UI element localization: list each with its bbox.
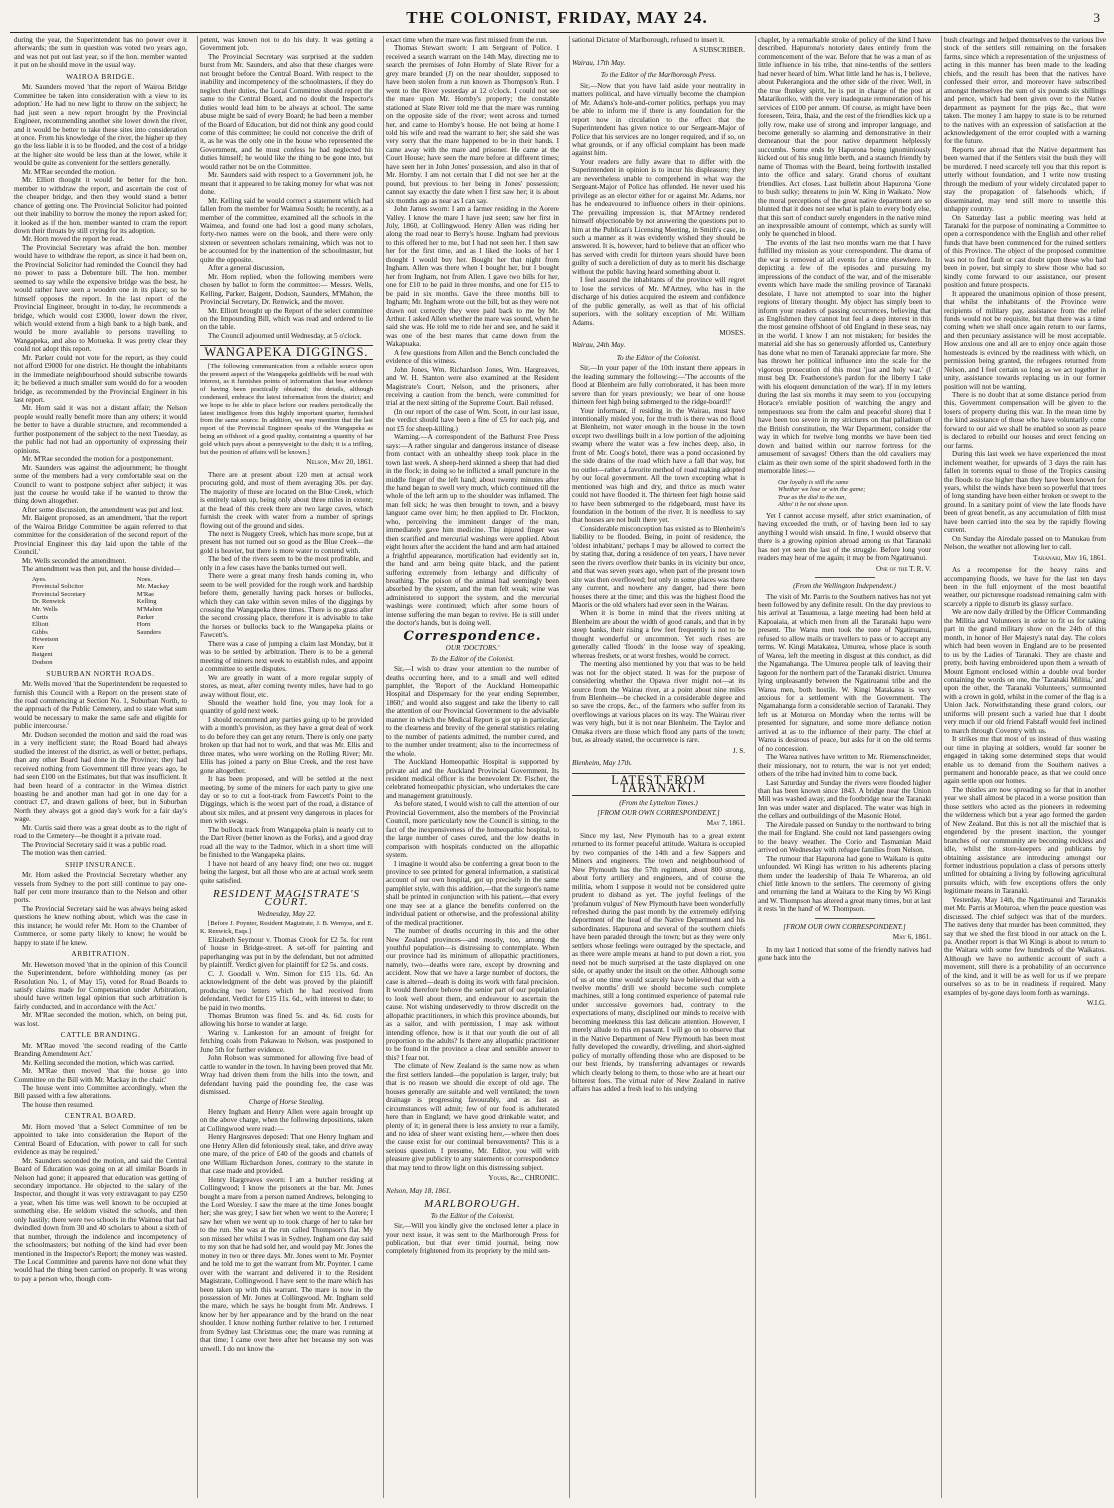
paragraph: Mr. Elliott brought up the Report of the select committee on the Impounding Bill, which was read and ordered to lie on the table. <box>200 306 373 332</box>
paragraph: C. J. Goodall v. Wm. Simon for £15 11s. 6d. An acknowledgment of the debt was proved by the plaintiff producing two letters which he had received from defendant. Verdict for £15 11s. 6d., with interest to date; to be paid in two months. <box>200 969 373 1012</box>
columns <box>14 36 1106 1498</box>
paragraph: When it is borne in mind that the rivers uniting at Blenheim are about the width of good canals, and that in by steep banks, their rising a few feet frequently is not to be thought wonderful or uncommon. Yet such rises are generally called 'floods' in the loose way of speaking, whereas freshets, or at worst freshes, would be correct. <box>572 609 745 660</box>
paragraph: Reports are abroad that the Native department has been warned that if the Settlers visit the bush they will be murdered. I need scarcely tell you that this report is utterly without foundation, and I write now trusting through the medium of your widely circulated paper to stay the propagation of falsehoods which, if disseminated, may tend still more to unsettle this unhappy country. <box>944 145 1106 214</box>
paragraph: Mr. Saunders said with respect to a Government job, he meant that it appeared to be taking money for what was not done. <box>200 171 373 197</box>
article-headline: WANGAPEKA DIGGINGS. <box>200 345 373 359</box>
paragraph: Henry Hargreaves sworn: I am a butcher residing at Collingwood; I know the prisoners at the bar. Mr. Jones bought a mare from a person named Andrews, belonging to the Lord Worsley. I saw the mare at the time Jones bought her; she was grey; I saw her when we went to the Aorere; I saw her when we went up to took charge of her to take her to the run. She was at the run called Thompson's flat. My son missed her whilst I was in Sydney. Ingham one day said to my son that he had sold her, and would pay Mr. Jones the money in two or three days. Mr. Jones went to Mr. Poynter and he told me to get the warrant from Mr. Poynter. I came over with the warrant and delivered it to the Resident Magistrate, Collingwood. I have sent to the mare which has been taken up with this warrant. The mare is now in the possession of Mr. Jones at Collingwood. Mr. Ingham sold the mare, which he says he bought from Mr. Andrews. I know her by her appearance and by the brand on the near shoulder. I know nothing further relative to her. I returned from Sydney last Christmas one; the mare was running at that time; I came over here after her because my son was unwell. I do not know the <box>200 1175 373 1353</box>
section-heading: CENTRAL BOARD. <box>64 1111 137 1121</box>
paragraph: I feel assured the inhabitants of the province will regret to lose the services of Mr. M'Artney, who has in the discharge of his duties acquired the esteem and confidence of the public generally, as well as that of his official superiors, with the solitary exception of Mr. William Adams. <box>572 276 745 327</box>
section-heading: WAIROA BRIDGE. <box>66 71 135 81</box>
section-heading: SUBURBAN NORTH ROADS. <box>46 668 155 678</box>
paragraph: There is no doubt that at some distance period from this, Government compensation will be given to the losers of property during this war. In the mean time by the kind assistance of those who have voluntarily come forward to our aid we shall be enabled so soon as peace is declared to rebuild our houses and erect fencing on our farms. <box>944 391 1106 450</box>
paragraph: Yesterday, May 14th, the Ngatiruanui and Taranakis met Mr. Parris at Moturoa, when the peace question was discussed. The chief subject was that of the murders. The natives deny that murder has been committed, they say that we shed the first blood in our attack on the L pa. Another report is that Wi Kingi is about to return to the Waitara with some few hundreds of the Waikatos. Although we have no authentic account of such a movement, still there is a probability of an occurrence of the kind, and it will be as well for us if we prepare ourselves so as to be in readiness if required. Many examples of by-gone days loom forth as warnings. <box>944 895 1106 997</box>
dateline: May 7, 1861. <box>706 819 745 828</box>
noes-list <box>137 576 169 667</box>
column-5 <box>758 36 931 1498</box>
paragraph: Mr. Horn said it was not a distant affair; the Nelson people would really benefit more than any others; it would be better to have a durable structure, and recommended a further postponement of the subject to the next Tuesday, as the public had not had an opportunity of expressing their opinions. <box>14 404 187 455</box>
paragraph: The house then resumed. <box>22 1100 94 1109</box>
paragraph: Henry Hargreaves deposed: That one Henry Ingham and one Henry Allen did feloniously steal, take, and drive away one mare, of the price of £40 of the goods and chattels of one William Richardson Jones, contrary to the statute in that case made and provided. <box>200 1133 373 1176</box>
dateline: Nelson, May 18, 1861. <box>386 1186 452 1195</box>
signature: MOSES. <box>719 328 745 337</box>
paragraph: Mr. Horn moved 'that a Select Committee of ten be appointed to take into consideration the Report of the Central Board of Education, with power to call for such evidence as may be required.' <box>14 1122 187 1157</box>
separator <box>815 918 875 919</box>
paragraph: Sir,—In your paper of the 10th instant there appears in the leading summary the following:—'The accounts of the flood at Blenheim are fully corroborated, it has been more severe than for years previously; we hear of one house thirteen feet high being submerged to the ridge-board!!' <box>572 364 745 407</box>
column-4 <box>572 36 745 1498</box>
article-headline: LATEST FROM TARANAKI. <box>572 773 745 796</box>
paragraph: Mr. M'Rae seconded the motion, which, on being put, was lost. <box>14 1011 187 1028</box>
subheading: Charge of Horse Stealing. <box>248 1097 325 1106</box>
paragraph: The motion was then carried. <box>22 849 107 858</box>
column-3 <box>386 36 559 1498</box>
separator <box>815 577 875 578</box>
editor-note: [The following communication from a reliable source upon the present aspect of the Wangapeka goldfields will be read with interest, as it furnishes points of information that bear evidence of having been practically obtained; the details, although condensed, embrace the latest information from the district; and we hope to be able to place before our readers periodically the latest intelligence from this highly important quarter, furnished from the same source. In addition, we may mention that the last report of the Provincial Engineer speaks of the Wangapeka as being an offshoot of a good quality, containing a quantity of bar gold which pays about a pennyweight to the dish; it is a trifling, but the position of affairs will be known.] <box>200 362 373 456</box>
page-number: 3 <box>1093 10 1100 25</box>
paragraph: Thomas Brunton was fined 5s. and 4s. 6d. costs for allowing his horse to wander at large. <box>200 1012 373 1029</box>
signature: W.I.G. <box>1086 999 1106 1008</box>
paragraph: Sir,—Now that you have laid aside your neutrality in matters political, and have virtually become the champion of Mr. Adams's hole-and-corner politics, perhaps you may be able to inform me if there is any foundation for the report now in circulation to the effect that the Superintendent has given notice to our Sergeant-Major of Police that his services are no longer required, and if so, on what grounds, or if any official complaint has been made against him. <box>572 81 745 158</box>
paragraph: sational Dictator of Marlborough, refused to insert it. <box>572 36 725 44</box>
paragraph: The rumour that Hapurona had gone to Waikato is quite unfounded. Wi Kingi has written to his adherents placing them under the leadership of Ihaia Te Whareroa, an old chief little known to the settlers. The ceremony of giving and returning the land at Waitara to the King by Wi Kingi and W. Thompson has altered a great many times, but at last it rests 'in the hand' of W. Thompson. <box>758 854 931 914</box>
paragraph: The events of the last two months warn me that I have fulfilled my mission as your correspondent. The drama of the war is removed at all events for a time elsewhere. In depicting a few of the episodes and pursuing my impressions of the conduct of the war, and of the miserable events which have made the smiling province of Taranaki desolate, I have not attempted to soar into the higher regions of literary thought. My object has simply been to inform your readers of passing occurrences, believing that as Englishmen they cannot but feel a deep interest in this the most genuine offshoot of old England in these seas, nay in the world. I know I am not mistaken; for besides the material aid she has so generously afforded us, Canterbury has done what no men of Taranaki appreciate far more. She has thrown her political influence into the scale for the vigorous prosecution of this most 'just and holy war.' (I must beg Dr. Featherstone's pardon for the liberty I take with his eloquent denunciation of the war). If in my letters during the last six months it may seem to you (occupying Horace's enviable position of watching the angry and tempestuous sea from the calm and peaceful shore) that I have been too severe in my strictures on that palladium of the British constitution, the War Department, consider the way in which for twelve long months we have been tied down and baited within our narrow fortress for the amusement of savages! Others than the old cavaliers may claim as their own some of the spirit shadowed forth in the memorable lines:— <box>758 238 931 476</box>
paragraph: Mr. Horn moved the report be read. <box>22 235 125 244</box>
paragraph: Mr. M'Rae then moved 'that the house go into Committee on the Bill with Mr. Mackay in the chair.' <box>14 1067 187 1084</box>
division-list <box>14 576 187 667</box>
paragraph: Mr. Horn replied, when the following members were chosen by ballot to form the committee:— Messrs. Wells, Kelling, Parker, Baigent, Dodson, Saunders, M'Mahon, the Provincial Secretary, Dr. Renwick, and the mover. <box>200 272 373 307</box>
noes-names: Mr. Mackay M'Rae Kelling M'Mahon Parker Horn Saunders <box>136 583 169 636</box>
subheading: To the Editor of the Colonist. <box>616 353 701 362</box>
paragraph: The Provincial Secretary was afraid the hon. member would have to withdraw the report, as since it had been on, the Provincial Solicitor had reminded the Council they had no power to pass a Debenture bill. The hon. member seemed to say while the expensive bridge was the best, he would rather have seen a wooden one in its place; so he himself opposes the report. In the last report of the Provincial Engineer, brought in to-day, he recommends a bridge, which would cost £3000, lower down the river, which would extend from a high bank to a high bank, and would be more available to persons travelling to Wangapeka, and also to Motueka. It was pretty clear they could not adopt this report. <box>14 243 187 354</box>
article-headline: MARLBOROUGH. <box>424 1198 521 1211</box>
article-headline: Correspondence. <box>403 628 542 644</box>
paragraph: There was a case of jumping a claim last Monday, but it was to be settled by arbitration. There is to be a general meeting of miners next week to establish rules, and appoint a committee to settle disputes. <box>200 639 373 674</box>
paragraph: The Airedale passed on Sunday to the northward to bring the mail for England. She could not land passengers owing to the heavy weather. The Corio and Tasmanian Maid arrived on Wednesday with refugee families from Nelson. <box>758 820 931 855</box>
paragraph: Mr. Kelling seconded the motion, which was carried. <box>22 1058 175 1067</box>
noes-label: Noes. <box>136 575 152 583</box>
article-headline: RESIDENT MAGISTRATE'S COURT. <box>212 887 361 909</box>
paragraph: Thomas Stewart sworn: I am Sergeant of Police. I received a search warrant on the 14th May, directing me to search the premises of John Hornby of Slate River for a grey mare branded (J) on the near shoulder, supposed to have been stolen from a run known as Thompson's Run. I went to the River yesterday at 12 o'clock. I could not see the mare upon Mr. Hornby's property; the constable stationed at Slate River told me that the mare was running on the opposite side of the river; went across and turned her, and came to Hornby's house. He not being at home I told his wife and read the warrant to her; she said she was very sorry that the mare happened to be in their hands. I came away with the mare and prisoner. He came at the Court House; have seen the mare before at different times; have seen her in John Jones' possession, and also in that of Mr. Hornby. I am not certain that I did not see her at the pound, but previous to her being in Jones' possession; cannot say exactly the date when I first saw her; it is about six months ago as near as I can say. <box>386 44 559 205</box>
paragraph: Sir,—Will you kindly give the enclosed letter a place in your next issue, it was sent to the Marlborough Press for publication, but that ever timid journal, being now completely frightened from its propriety by the mild sen- <box>386 1222 559 1256</box>
paragraph: Mr. Wells moved 'that the Superintendent be requested to furnish this Council with a Report on the present state of the road commencing at Section No. 1, Suburban North, to the approach of the Public Cemetery, and to state what sum would be necessary to make the same safe and eligible for public intercourse.' <box>14 680 187 731</box>
paragraph: (In our report of the case of Wm. Scott, in our last issue, the verdict should have been a fine of £5 for each pig, and not £5 for sheep-killing.) <box>386 407 559 433</box>
paragraph: The house went into Committee accordingly, when the Bill passed with a few alterations. <box>14 1083 187 1101</box>
paragraph: It appeared the unanimous opinion of those present, that whilst the inhabitants of the Province were recipients of military pay, assistance from the relief funds would not be requisite, but that there was a time coming when we shall once again return to our farms, and then pecuniary assistance will be most acceptable. How anxious one and all are to enjoy once again those homesteads is evinced by the readiness with which, on permission being granted, the refugees returned from Nelson, and I feel certain so long as we act together in unity, assistance towards replacing us in our former position will not be wanting. <box>944 289 1106 391</box>
subheading: OUR 'DOCTORS.' <box>445 644 500 653</box>
dateline: May 6, 1861. <box>892 933 931 942</box>
paragraph: I should recommend any parties going up to be provided with a month's provision, as they have a great deal of work to do before they can get any return. There is only one party broken up that had not to work, and that was Mr. Ellis and three mates, who were working on the Rolling River; Mr. Ellis has joined a party on Blue Creek, and the rest have gone altogether. <box>200 715 373 775</box>
section-heading: ARBITRATION. <box>71 949 130 959</box>
paragraph: Since my last, New Plymouth has to a great extent returned to its former peaceful attitude. Waitara is occupied by two companies of the 14th and a few Sappers and Miners and engineers. The town and neighbourhood of New Plymouth has the 57th regiment, about 800 strong, about forty artillery and engineers, and of course the militia, whom I suppose it would not be considered quite prudent to disband as yet. The joyful feelings of the 'profanum vulgus' of New Plymouth have been wonderfully refreshed during the past month by the extremely edifying deportment of the head of the Native Department and his subordinates. Hapurona and several of the southern chiefs have been paraded through the town; but as they were only settlers whose feelings were outraged by the spectacle, and as there were ample means at hand to put down a riot, you need not be much surprised at the taste displayed on one side, or apathy under the insult on the other. Although some of us at one time would scarcely have believed that with a twelve months' drill we should become such complete machines, still a long continued experience of paternal rule under successive governors had, contrary to the expectations of many, disciplined our minds to receive with becoming meekness this last delicate attention. However, I merely allude to this en passant. I will go on to observe that in the Native Department of New Plymouth has been most fully developed the cowardly, drivelling, and short-sighted policy of mortally offending those who are disposed to be our best friends, by transferring advantages or rewards which clearly belong to them, to those who are at heart our bitterest foes. The virtual ruler of New Zealand in native affairs has added a fresh leaf to his undying <box>572 831 745 1094</box>
dateline: Wairau, 24th May. <box>572 341 626 350</box>
dateline: Blenheim, May 17th. <box>572 759 632 768</box>
paragraph: The bed of the rivers seem to be the most profitable, and only in a few cases have the banks turned out well. <box>200 555 373 572</box>
paragraph: I have not heard of any heavy find; one two oz. nugget being the largest, but all those who are at actual work seem quite satisfied. <box>200 859 373 885</box>
paragraph: The Auckland Homeopathic Hospital is supported by private aid and the Auckland Provincial Government. Its resident medical officer is the benevolent Dr. Fischer, the celebrated homeopathic physician, who undertakes the care and management gratuitously. <box>386 758 559 800</box>
paragraph: Mr. Saunders was against the adjournment; he thought some of the members had a very comfortable seat on the Council to want to postpone subject after subject; it was just the course he would take if he wanted to throw the thing down altogether. <box>14 463 187 506</box>
masthead <box>10 6 1104 33</box>
paragraph: It has been proposed, and will be settled at the next meeting, by some of the miners for each party to give one day or so to cut a foot-track from Fawcett's Point to the Diggings, which is the worst part of the road, a distance of about six miles, and at present very dangerous in places for men with swags. <box>200 775 373 826</box>
paragraph: I imagine it would also be conferring a great boon to the province to see printed for general information, a statistical account of our own hospital, got up precisely in the same pamphlet style, with this addition,—that the surgeon's name shall be printed in conjunction with his patient,—that every one may see at a glance the benefits conferred on the individual patient or otherwise, and the professional ability of the medical practitioner. <box>386 859 559 927</box>
paragraph: The Council adjourned until Wednesday, at 5 o'clock. <box>208 331 362 340</box>
paragraph: Mr. Kelling said he would correct a statement which had fallen from the member for Waimea South; he recently, as a member of the committee, examined all the schools in the Waimea, and found one had lost a good many scholars, forty-two names were on the book, and there were only sixteen or seventeen scholars remaining, which was not to be accounted for by the inattention of the schoolmaster, but quite the opposite. <box>200 196 373 264</box>
paragraph: The visit of Mr. Parris to the Southern natives has not yet been followed by any definite result. On the day previous to his arrival at Tauamoua, a large meeting had been held at Kapoaiaia, at which men from all the Taranaki hapu were present. The Warea men took the tone of Ngatiruanui, refused to allow mails or travellers to pass or to accept any terms. W. Kingi Matakatea, Umurea, whose place is south of Warea, left the meeting in disgust at this conduct, as did the Ngamahanga. The Umurea people talk of leaving their lagoon for the northern part of the Taranaki district. Umurea lying unpleasantly between the Ngatiruanui tribe and the Warea men, both hostile. W. Kingi Matakatea is very anxious for a settlement with the Government. The Ngamahanga form a considerable section of Taranaki. They left us at Moturoa on Monday when the terms will be presented for signature, and some more defiance notion arrived at as to the influence of their party. The chief at Warea is desirous of peace, but asks for it on the old terms of no concession. <box>758 592 931 753</box>
signature: Yours, &c., CHRONIC. <box>488 1174 559 1183</box>
paragraph: Mr. Saunders seconded the motion, and said the Central Board of Education was going on at all similar Boards in Nelson had gone; it appeared that education was getting of secondary importance. He objected to the salary of the Inspector, and thought it was very extravagant to pay £250 a year, when his time was well known to be occupied at something else. He seldom visited the schools, and then only hastily; there were two schools in the Waimea that had dwindled down from 30 and 40 scholars to about a sixth of that number, through the indolence and incompetency of the schoolmasters; but nothing of the kind had ever been mentioned in the Inspector's Report; the money was wasted. The Local Committee and parents have not done what they would had the thing been carried on properly. It was wrong to pay a person who, though com- <box>14 1156 187 1283</box>
paragraph: The next is Nuggety Creek, which has more scope, but at present has not turned out so good as the Blue Creek—the gold is heavier, but there is more water to contend with. <box>200 529 373 555</box>
paragraph: petent, was known not to do his duty. It was getting a Government job. <box>200 36 373 53</box>
paragraph: As before stated, I would wish to call the attention of our Provincial Government, also the members of the Provincial Council, more particularly now the Council is sitting, to the fact of the inexpensiveness of the homeopathic hospital, to the large number of cases cured, and the low deaths in comparison with hospitals conducted on the allopathic system. <box>386 800 559 860</box>
subheading: Wednesday, May 22. <box>257 909 316 918</box>
paragraph: Waring v. Lankeston for an amount of freight for fetching coals from Pakawau to Nelson, was postponed to June 5th for further evidence. <box>200 1028 373 1054</box>
paragraph: Mr. Dodson seconded the motion and said the road was in a very inefficient state; the Road Board had always studied the interest of the district, as well or better, perhaps, than any other Board had done in the Province; they had received nothing from Government till three years ago, he had seen £100 on the Estimates, but that was insufficient. It had been heard of a contractor in the Wimea district boasting he and another man had got in one day for a contract £7, and drawn gallons of beer, but in Suburban North they always got a good day's work for a fair day's wage. <box>14 730 187 824</box>
ayes-list <box>32 576 86 667</box>
paragraph: It strikes me that most of us instead of thus wasting our time in playing at soldiers, would far sooner be engaged in taking some determined steps that would enable us to demand from the Southern natives a permanent and honorable peace, as that we could once again settle upon our homes. <box>944 735 1106 786</box>
column-6 <box>944 36 1106 1498</box>
paragraph: On Saturday last a public meeting was held at Taranaki for the purpose of nominating a Committee to open a correspondence with the English and other relief funds that have been commenced for the ruined settlers of this Province. The object of the proposed committee was not to find fault or cast doubt upon those who had been in power, but simply to shew those who had so kindly come forward to our assistance, our present position and future prospects. <box>944 213 1106 290</box>
dateline: Nelson, May 20, 1861. <box>306 458 373 467</box>
section-heading: SHIP INSURANCE. <box>65 859 136 869</box>
ayes-label: Ayes. <box>32 575 47 583</box>
subheading: [FROM OUR OWN CORRESPONDENT.] <box>597 808 720 817</box>
signature: One of the T. R. V. <box>876 564 931 573</box>
dateline: Wairau, 17th May. <box>572 58 626 67</box>
paragraph: Mr. Hewetson moved 'that in the opinion of this Council the Superintendent, before withholding money (as per Resolution No. 1, of May 15), voted for Road Boards to satisfy claims made for Compensation under Arbitration, should have written legal opinion that such arbitration is fairly conducted, and in accordance with the Act.' <box>14 960 187 1011</box>
signature: A SUBSCRIBER. <box>692 46 745 55</box>
paragraph: The meeting also mentioned by you that was to be held was not for the object stated. It was for the purpose of considering whether the Opawa river might not—at its source from the Wairau river, at a point about nine miles from Blenheim—be checked in a considerable degree and so save the crops, &c., of the farmers who suffer from its overflowings at various places on its way. The Wairau river was very high, but it is not near Blenheim. The Taylor and Omaka rivers are those which flood any parts of the town; but, as already stated, the occurrence is rare. <box>572 660 745 745</box>
paragraph: After a general discussion, <box>208 264 285 273</box>
paragraph: Henry Ingham and Henry Allen were again brought up on the above charge, when the following depositions, taken at Collingwood were read:— <box>200 1108 373 1133</box>
paragraph: Sir,—I wish to draw your attention to the number of deaths occurring here, and to a small and well edited pamphlet, the 'Report of the Auckland Homeopathic Hospital and Dispensary for the year ending September, 1860;' and would also suggest and take the liberty to call the attention of our Provincial Government to the advisable manner in which the Medical Report is got up in particular, to the clearness and brevity of the general statistics relating to the number of patients admitted, the number cured, and to the number under treatment; also to the incorrectness of the whole. <box>386 665 559 758</box>
paragraph: The bullock track from Wangapeka plain is nearly cut to the Dart River (better known as the Forks), and a good dray road all the way to the Tadmor, which in a short time will be finished to the Wangapeka plains. <box>200 825 373 860</box>
subheading: (From the Wellington Independent.) <box>793 582 896 591</box>
paragraph: We are now daily drilled by the Officer Commanding the Militia and Volunteers in order to fit us for taking part in the grand military show on the 24th of this month, in honor of Her Majesty's natal day. The colors which had been woven in England are to be presented to us by the Ladies of Taranaki. They are chaste and pretty, both having embroidered upon them a wreath of Mount Egmont enclosed within a double oval border containing the words on one, the 'Taranaki Militia,' and upon the other, the 'Taranaki Volunteers,' surmounted with a crown in gold, whilst in the corner of the flag is a Union Jack. Notwithstanding these grand colors, our uniforms will present such a varied hue that I doubt very much if our old friend Falstaff would feel inclined to march through Coventry with us. <box>944 608 1106 735</box>
paragraph: We are greatly in want of a more regular supply of stores, as meat, after coming twenty miles, have had to go away without flour, etc. <box>200 673 373 699</box>
subheading: To the Editor of the Marlborough Press. <box>600 71 717 80</box>
paragraph: Yet I cannot accuse myself, after strict examination, of having exceeded the truth, or of having been led to say anything I would wish unsaid. In fine, I would observe that there is a growing opinion abroad among us that Taranaki has not yet seen the last of the struggle. Before long your readers may hear of me again; it may be from Ngatiruanui. <box>758 511 931 563</box>
paragraph: exact time when the mare was first missed from the run. <box>386 36 548 44</box>
signature: J. S. <box>732 746 745 755</box>
paragraph: Mr. Elliott thought it would be better for the hon. member to withdraw the report, and ascertain the cost of the cheaper bridge, and then they would stand a better chance of getting one. The Provincial Solicitor had pointed out their inability to borrow the money the report asked for; it looked as if the hon. member wanted to cram the report down their throats by still crying for its adoption. <box>14 176 187 235</box>
paragraph: Mr. Wells seconded the amendment. <box>22 556 127 565</box>
paragraph: Mr. Baigent proposed, as an amendment, 'that the report of the Wairoa Bridge Committee be again referred to that committee for the consideration of the second report of the Provincial Engineer this day laid upon the table of the Council.' <box>14 514 187 557</box>
paragraph: chaplet, by a remarkable stroke of policy of the kind I have described. Hapurona's notoriety dates entirely from the commencement of the war. Before that he was a man of as little influence in his tribe, that nine-tenths of the settlers had never heard of him. What little land he has is, I believe, about Pukerangiora and the other side of the river. Well, in the true flunkey spirit, he is put in charge of the post at Matarikoriko, with the very inadequate remuneration of his services of £100 per annum. Of course, as might have been foreseen, Teira, Ihaia, and the rest of the friendlies kick up a jolly row, make use of strong and improper language, and become generally so alarming and demonstrative in their demeanour that the poor native department helplessly succumbs. Some ends by Hapurona being ignominiously kicked out of his snug little berth, and a staunch friendly by name of Thomas with the Beard, being forthwith installed into the office and salary. Grand chorus of exultant friendlies. Act closes. Last bulletin about Hapurona 'Gone to bush sulky; threatens to join W. King in Waikato.' Now the moral perceptions of the great native department are so blunted that it does not see what is plain to every body else, that this sort of conduct surely engenders in the native mind an inexpressible amount of contempt, which as surely will only be quenched in blood. <box>758 36 931 239</box>
paragraph: Considerable misconception has existed as to Blenheim's liability to be flooded. Being, in point of residence, the 'oldest inhabitant,' perhaps I may be allowed to correct the by stating that, during a residence of ten years, I have never seen the rivers overflow their banks in its vicinity but once, and that was seven years ago, when part of the present town site was then overflowed; but only in some places was there any current, and nowhere any danger, had there been houses there at the time; and this was the highest flood the Maoris or the old whalers had ever seen in the Wairau. <box>572 524 745 609</box>
paragraph: Mr. Saunders moved 'that the report of Wairoa Bridge Committee be taken into consideration with a view to its adoption.' He had no new light to throw on the subject; he had just seen a new report brought by the Provincial Engineer, recommending another site lower down the river, and it would be better to take these sites into consideration at once. From his knowledge of the river, the higher up they go the less liable it is to be flooded, and the cost of a bridge at the higher site would be less than at the lower, while it would be quite as convenient for the settlers generally. <box>14 83 187 168</box>
paragraph: The Provincial Secretary said he was always being asked questions he knew nothing about, which was the case in this instance; he would refer Mr. Horn to the Chamber of Commerce, or some party likely to know; he would be happy to state if he knew. <box>14 904 187 947</box>
paragraph: during the year, the Superintendent has no power over it afterwards; the sum in question was voted two years ago, and was not put out last year, so if the hon. member wanted it put on he should move in the usual way. <box>14 36 187 70</box>
paragraph: John Robson was summoned for allowing five head of cattle to wander in the town. In having been proved that Mr. Wray had driven them from the hills into the town, and defendant having paid the pounding fee, the case was dismissed. <box>200 1054 373 1097</box>
paragraph: On Sunday the Airedale passed on to Manukau from Nelson, the weather not allowing her to call. <box>944 534 1106 552</box>
paragraph: Should the weather hold fine, you may look for a quantity of gold next week. <box>200 699 373 716</box>
verse-quote: Our loyalty is still the same Whether we lose or win the game; True as the dial to the sun, Altho' it be not shone upon. <box>778 478 866 509</box>
column-1 <box>14 36 187 1498</box>
paragraph: Mr. Horn asked the Provincial Secretary whether any vessels from Sydney to the port still continue to pay one-half per cent more insurance than to the Nelson and other ports. <box>14 871 187 905</box>
paragraph: Your informant, if residing in the Wairau, must have intentionally misled you, for the truth is there was no flood at Blenheim, not water enough in the house in the town except two dwellings built in a low portion of the adjoining swamp where the water was a few inches deep, also, in front of Mr. Coog's hotel, there was a pond occasioned by the side drains of the road which have a fall that way, but no outlet—rather a favorite method of road making adopted by our local government. All the town excepting what is mentioned was high and dry, and thrice as much water could not have flooded it. The thirteen feet high house said to have been submerged to the ridgeboard, must have its foundation in the bottom of the river. It is needless to say that houses are not built there yet. <box>572 406 745 525</box>
paragraph: The number of deaths occurring in this and the other New Zealand provinces—and mostly, too, among the youthful population—is distressing to contemplate. When our province had its minimum of allopathic practitioners, namely, two—deaths were rare, except by drowning and accident. Now that we have a large number of doctors, the case is altered—death is doing its work with fatal precision. It would therefore behove the senior part of our population to look well about them, and endeavour to ascertain the cause. Not wishing undeservedly to throw discredit on the allopathic practitioners, in which this province abounds, but as a sailor, and with permission, I may ask without intending offence, how is it that our youth die out of all proportion to the adults? Is there any allopathic practitioner to be found in the province a clear and sensible answer to this? I fear not. <box>386 927 559 1062</box>
ayes-names: Provincial Solicitor Provincial Secretary Dr. Renwick Mr. Wells Curtis Elliott Gibbs Hewetson Kerr Baigent Dodson <box>32 583 86 667</box>
paragraph: A few questions from Allen and the Bench concluded the evidence of this witness. <box>386 348 559 366</box>
paragraph: John Jones, Wm. Richardson Jones, Wm. Hargreaves, and W. H. Stanton were also examined at the Resident Magistrate's Court, Nelson, and the prisoners, after receiving a caution from the bench, were committed for trial at the next sitting of the Supreme Court. Bail refused. <box>386 365 559 408</box>
paragraph: During this last week we have experienced the most inclement weather, for upwards of 3 days the rain has fallen in torrents equal to those of the Tropics causing the floods to rise higher than they have been known for years, whilst the winds have been so powerful that trees of long standing have been either broken or swept to the ground. In a sanitary point of view the late floods have been of great benefit, as any accumulation of filth must have been carried into the sea by the rapidly flowing current. <box>944 450 1106 535</box>
column-2 <box>200 36 373 1498</box>
paragraph: In my last I noticed that some of the friendly natives had gone back into the <box>758 945 931 963</box>
masthead-title: THE COLONIST, FRIDAY, MAY 24. <box>406 8 708 27</box>
paragraph: Warning.—A correspondent of the Bathurst Free Press says:—A rather singular and dangerous instance of disease from contact with an unhealthy sheep took place in the town last week. A sheep-herd skinned a sheep that had died in the flock; in doing so he inflicted a small puncture in the middle finger of the left hand; about twenty minutes after the hand began to swell very much, which continued till the whole of the left arm up to the shoulder was inflamed. The man fell sick; he was then brought to town, and a heavy languor came over him; he then applied to Dr. Flockton, who, perceiving the imminent danger of the man, immediately gave him medicine. The injured finger was then scarified and mercurial washings were applied. About eight hours after the accident the hand and arm had attained a frightful appearance, mortification had evidently set in, the hand and arm being quite black, and the patient suffering extremely from lethargy and difficulty of breathing. The poison of the animal had seemingly been absorbed by the system, and the man felt weak; wine was administered to support the system, and the mercurial washings were continued; which after some hours of intense suffering the man began to revive. He is still under the doctor's hands, but is doing well. <box>386 433 559 628</box>
paragraph: After some discussion, the amendment was put and lost. <box>22 505 184 514</box>
paragraph: There were a great many fresh hands coming in, who seem to be well provided for the rough work and hardship before them, generally having pack horses or bullocks, which they can take within seven miles of the diggings by crossing the Wangapeka three times. There is no grass after the second crossing place, therefore it is advisable to take the horses or bullocks back to the Wangapeka plains or Fawcett's. <box>200 572 373 640</box>
paragraph: Your readers are fully aware that to differ with the Superintendent in opinion is to incur his displeasure; they are nevertheless unable to comprehend in what way the Sergeant-Major of Police has offended. He never used his privilege as an elector either for or against Mr. Adams, nor has he endeavoured to influence others in their opinions. The prevailing impression is, that M'Artney rendered himself objectionable by not answering the questions put to him at the Publican's Licensing Meeting, in Smith's case, in such a manner as it was evidently wished they should be answered. It is, however, hard to believe that an officer who has served with credit for thirteen years should have been guilty of such a dereliction of duty as to merit his discharge without the public having heard something about it. <box>572 157 745 276</box>
paragraph: Mr. M'Rae seconded the motion. <box>22 167 116 176</box>
bench-note: [Before J. Poynter, Resident Magistrate, J. B. Wemyss, and E. K. Renwick, Esqs.] <box>200 920 373 936</box>
subheading: To the Editor of the Colonist. <box>430 654 515 663</box>
paragraph: Mr. Curtis said there was a great doubt as to the right of road to the Cemetery—he thought it a private road. <box>14 823 187 841</box>
subheading: [FROM OUR OWN CORRESPONDENT.] <box>783 922 906 931</box>
paragraph: Last Saturday and Sunday the rivers were flooded higher than has been known since 1843. A bridge near the Union Mill was washed away, and the footbridge near the Taranaki Inn was under water and displaced. The water was high in the cellars and outbuildings of the Masonic Hotel. <box>758 778 931 821</box>
paragraph: As a recompense for the heavy rains and accompanying floods, we have for the last ten days been in the full enjoyment of the most beautiful weather, our picturesque roadstead remaining calm with scarcely a ripple to disturb its glassy surface. <box>944 566 1106 608</box>
paragraph: Elizabeth Seymour v. Thomas Crook for £2 5s. for rent of house in Bridge-street. A set-off for painting and paperhanging was put in by the defendant, but not admitted by plaintiff. Verdict given for plaintiff for £2 5s. and costs. <box>200 935 373 970</box>
paragraph: Mr. M'Rae seconded the motion for a postponement. <box>22 455 174 464</box>
paragraph: Mr. M'Rae moved 'the second reading of the Cattle Branding Amendment Act.' <box>14 1041 187 1059</box>
paragraph: The climate of New Zealand is the same now as when the first settlers landed—the population is larger, truly; but that is no reason we should die except of old age. The houses generally are suitable and well ventilated; the town drainage is progressing favourably, and as fast as circumstances will admit; few of our food is adulterated here than in England; we have good drinkable water, and plenty of it; in general there is less anxiety to rear a family, and no idea of sheer want existing here,—where then does the cause exist for our continual bereavements? This is a serious question. I presume, Mr. Editor, you will with pleasure give publicity to any statements or correspondence that may tend to throw light on this distressing subject. <box>386 1062 559 1172</box>
subheading: (From the Lyttelton Times.) <box>619 798 698 807</box>
paragraph: There are at present about 120 men at actual work procuring gold, and most of them averaging 30s. per day. The majority of these are located on the Blue Creek, which is entirely taken up, being only about three miles in extent; at the head of this creek there are two large caves, which furnish the creek with water from a number of springs flowing out of the ground and sides. <box>200 470 373 530</box>
paragraph: The Warea natives have written to Mr. Riemenschneider, their missionary, not to return, the war is not yet ended; others of the tribe had invited him to come back. <box>758 753 931 779</box>
subheading: To the Editor of the Colonist. <box>430 1211 515 1220</box>
section-heading: CATTLE BRANDING. <box>60 1030 141 1040</box>
paragraph: The Provincial Secretary was surprised at the sudden burst from Mr. Saunders, and also that these charges were not brought before the Central Board. With respect to the inability and incompetency of the schoolmasters, if they do neglect their duties, the Local Committee should report the same to the Central Board, and no doubt the Inspector's duties would lead him to be always at school. The same abuse might be said of every Board; he had been a member of the Board of Education, but did not think any good could come of this committee; he could not conceive the drift of it, as he was the only one in the house who represented the Government, and he must confess he had neglected his duties himself; he would like the thing to be gone into, but would rather not be on the Committee. <box>200 52 373 171</box>
paragraph: The amendment was then put, and the house divided— <box>22 565 181 574</box>
dateline: Taranaki, May 16, 1861. <box>1033 553 1106 562</box>
paragraph: The Provincial Secretary said it was a public road. <box>22 840 167 849</box>
paragraph: Mr. Parker could not vote for the report, as they could not afford £9000 for one district. He thought the inhabitants in the immediate neighbourhood should subscribe towards it; he believed a much smaller sum would do for a wooden bridge, as recommended by the Provincial Engineer in his last report. <box>14 353 187 405</box>
paragraph: bush clearings and helped themselves to the various live stock of the settlers still remaining on the forsaken farms, since which a representation of the unjustness of acting in this manner has been made to the leading chiefs, and the result has been that the natives have confessed their error, and moreover have subscribed amongst themselves the sum of six pounds six shillings and pence, which had been given over to the Native department as payment for the pigs &c., that were taken. The money I am happy to state is to be returned to the natives with an expression of satisfaction at the acknowledgement of the error coupled with a warning for the future. <box>944 36 1106 146</box>
paragraph: The thistles are now spreading so far that in another year we shall almost be placed in a worse position than those settlers who acted as the pioneers in redeeming the wilderness which but a year ago formed the garden of New Zealand. But this is not all the mischief that is engendered by the present inaction, the younger branches of our community are becoming reckless and idle, whilst the store-keepers and publicans by obtaining assistance are introducing amongst our former industrious population a class of persons utterly unfitted for obtaining a living by following agricultural pursuits which, with few exceptions offers the only legitimate means in Taranaki. <box>944 785 1106 896</box>
paragraph: John James sworn: I am a farmer residing in the Aorere Valley. I know the mare I have just seen; saw her first in July, 1860, at Collingwood. Henry Allen was riding her along the road near to Berry's house. Ingham had previous to this offered her to me, but I had not seen her. I then saw her for the first time, and as I liked the looks of her I thought I would buy her. Bought her that night from Ingham. Allen was there when I bought her, but I bought her from Ingham, not from Allen. I gave two bills for her, one for £10 to be paid in three months, and one for £15 to be paid in six months. Gave the three months bill to Ingham; Mr. Ingham wrote out the bill, but as they were not drawn out correctly they were paid back to me by Mr. Arthur. I asked Allen whether the mare was sound, when he said she was. He told me to ride her and see, and he said it was one of the best mares that came down from the Wakapuaka. <box>386 205 559 349</box>
